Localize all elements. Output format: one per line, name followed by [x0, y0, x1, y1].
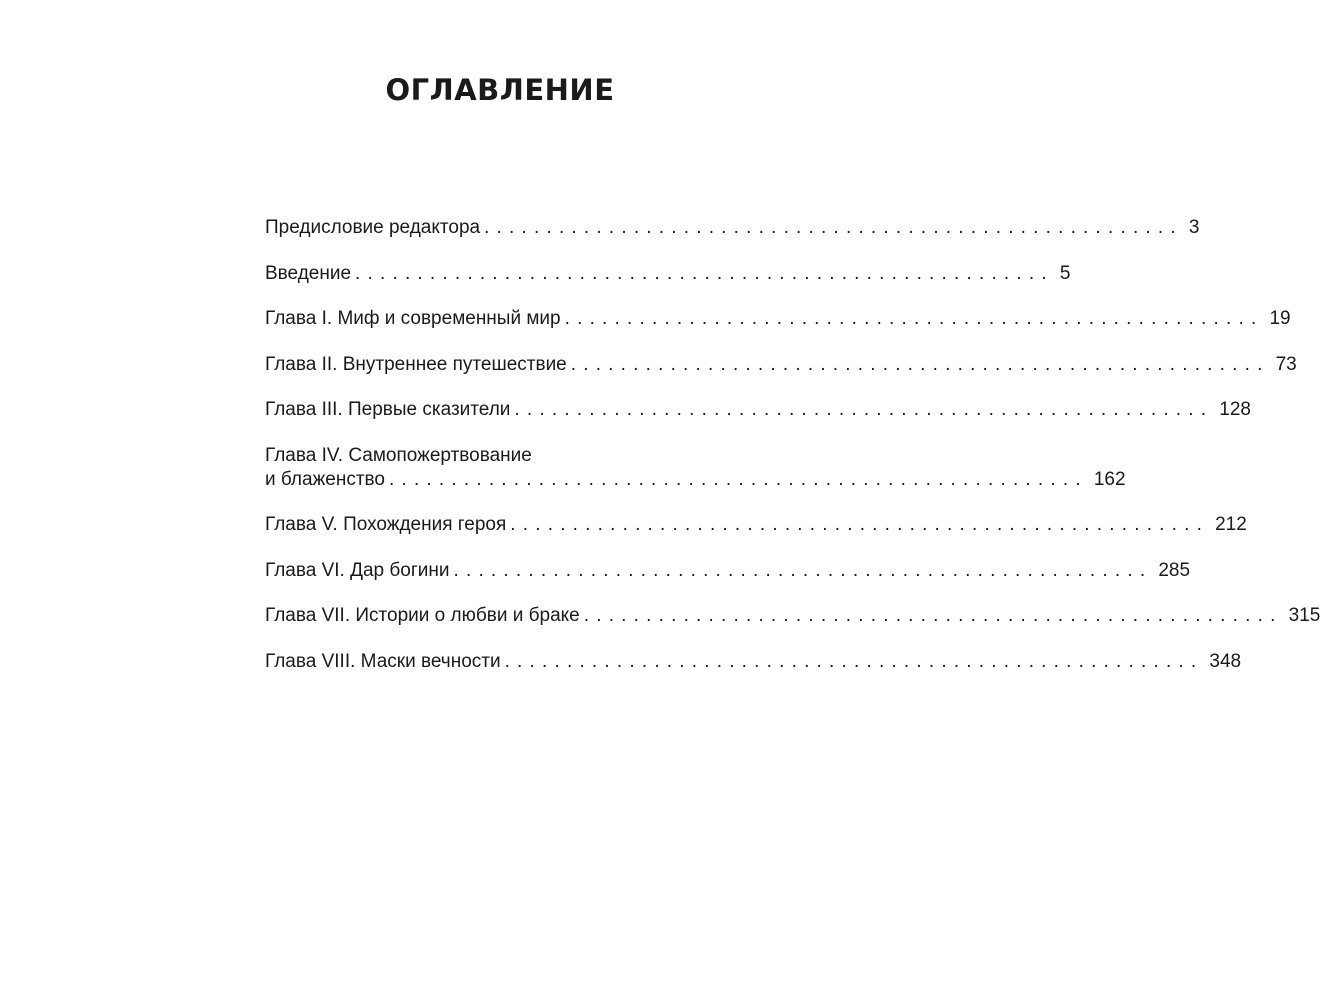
toc-page-number: 3 — [1188, 217, 1200, 238]
toc-entry[interactable] — [265, 559, 1191, 583]
toc-entry[interactable] — [265, 216, 1200, 240]
toc-entry[interactable] — [265, 513, 1247, 537]
toc-entry[interactable] — [265, 650, 1242, 674]
dot-leader: ........................................................ — [514, 399, 1214, 420]
toc-entry[interactable] — [265, 262, 1071, 286]
toc-entry[interactable] — [265, 307, 1291, 331]
toc-entry-label: Предисловие редактора — [265, 217, 481, 238]
toc-entry-label: Глава II. Внутреннее путешествие — [265, 353, 567, 375]
dot-leader: ........................................................ — [453, 559, 1153, 581]
toc-entry-label-line1: Глава IV. Самопожертвование — [265, 444, 532, 466]
dot-leader: ........................................................ — [355, 262, 1054, 284]
toc-entry[interactable] — [265, 398, 1251, 422]
toc-page-number: 128 — [1219, 399, 1251, 420]
toc-page-number: 212 — [1215, 514, 1247, 535]
toc-entry[interactable] — [265, 353, 1297, 377]
toc-entry-label-line2: и блаженство — [265, 468, 385, 490]
toc-entry-label: Глава I. Миф и современный мир — [265, 308, 561, 329]
toc-entry-label: Введение — [265, 262, 352, 284]
toc-entry-label: Глава VI. Дар богини — [265, 559, 450, 581]
dot-leader: ........................................................ — [510, 514, 1210, 535]
toc-page-number: 162 — [1093, 468, 1126, 490]
page-title: ОГЛАВЛЕНИЕ — [385, 73, 615, 107]
dot-leader: ........................................................ — [583, 605, 1283, 626]
toc-page-number: 5 — [1059, 262, 1071, 284]
dot-leader: ........................................................ — [389, 468, 1088, 490]
toc-entry[interactable] — [265, 604, 1320, 628]
table-of-contents — [265, 216, 1320, 695]
toc-entry-label: Глава V. Похождения героя — [265, 514, 507, 535]
toc-entry-label: Глава VII. Истории о любви и браке — [265, 605, 580, 626]
dot-leader: ........................................................ — [504, 650, 1204, 672]
toc-entry[interactable] — [265, 444, 1126, 492]
dot-leader: ........................................................ — [570, 353, 1270, 375]
toc-entry-label: Глава VIII. Маски вечности — [265, 650, 501, 672]
toc-page-number: 348 — [1209, 650, 1242, 672]
dot-leader: ........................................................ — [564, 308, 1264, 329]
toc-page-number: 19 — [1269, 308, 1291, 329]
toc-page-number: 285 — [1158, 559, 1191, 581]
dot-leader: ........................................................ — [484, 217, 1183, 238]
toc-page-number: 73 — [1275, 353, 1297, 375]
toc-page-number: 315 — [1288, 605, 1320, 626]
toc-entry-label: Глава III. Первые сказители — [265, 399, 511, 420]
